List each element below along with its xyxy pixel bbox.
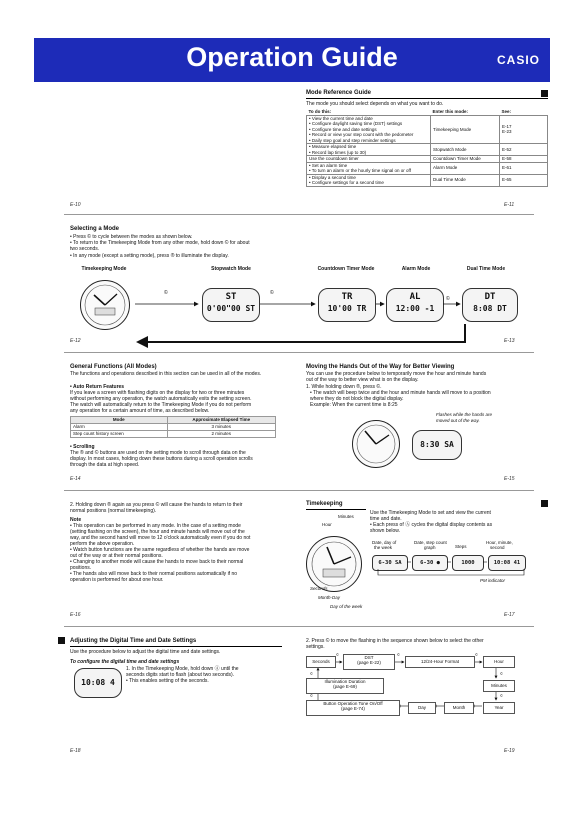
table-row bbox=[307, 144, 548, 156]
mode-reference-intro: The mode you should select depends on what you want to do. bbox=[306, 101, 444, 107]
mode-cycle-arrows bbox=[120, 290, 470, 350]
adjusting-title: Adjusting the Digital Time and Date Settings bbox=[70, 638, 197, 644]
note-line: (setting flashing on the screen), the hour and minute hands will move out of the bbox=[70, 529, 245, 535]
note-line: • Changing to another mode will cause the hands to move back to their normal bbox=[70, 559, 244, 565]
moving-step-1: 1. While holding down ®, press ©. bbox=[306, 384, 382, 390]
cell: 3 minutes bbox=[167, 424, 275, 431]
auto-return-text: without performing any operation, the watch automatically exits the setting screen. bbox=[70, 396, 252, 402]
mode-indicator: DT bbox=[484, 292, 496, 302]
cell-text: • To turn an alarm or the hourly time signal on or off bbox=[309, 168, 411, 173]
lcd-readout: 10:08 4 bbox=[81, 678, 115, 687]
cell: Alarm bbox=[71, 424, 168, 431]
cell-text: Use the countdown timer bbox=[307, 156, 431, 163]
cell-text: • Daily step goal and step reminder settings bbox=[309, 137, 396, 143]
table-row bbox=[307, 115, 548, 144]
mode-label: Timekeeping Mode bbox=[81, 266, 127, 272]
page-divider bbox=[64, 626, 534, 627]
general-intro: The functions and operations described in this section can be used in all of the modes. bbox=[70, 371, 262, 377]
watch-hands-icon bbox=[353, 421, 399, 467]
mode-indicator: ST bbox=[225, 292, 237, 302]
date-day-label: Date, day of bbox=[372, 540, 397, 545]
month-day-label: Month-Day bbox=[318, 595, 341, 600]
mode-label: Stopwatch Mode bbox=[211, 266, 251, 272]
lcd-readout: 6-30 ● bbox=[420, 560, 440, 566]
timekeeping-text: time and date. bbox=[370, 516, 402, 522]
flow-illumination bbox=[306, 678, 384, 694]
cell-text: • Measure elapsed time bbox=[309, 144, 357, 149]
moving-example: Example: When the current time is 8:25 bbox=[310, 402, 398, 408]
note-line: operation is performed for about one hour. bbox=[70, 577, 164, 583]
cell-page: E-61 bbox=[500, 162, 548, 174]
page-number: E-17 bbox=[504, 612, 515, 618]
c-button-label: © bbox=[310, 693, 313, 698]
cell-text: • Configure daylight saving time (DST) settings bbox=[309, 121, 403, 126]
cell-text: • Record or view your step count with the pedometer bbox=[309, 132, 414, 137]
flow-button-tone bbox=[306, 700, 400, 716]
cell-mode: Alarm Mode bbox=[431, 162, 500, 174]
col-header: To do this: bbox=[307, 109, 431, 115]
flow-label: Illumination Duration bbox=[324, 679, 366, 684]
seconds-label: Seconds bbox=[310, 586, 328, 591]
moving-hands-intro: out of the way to better view what is on the display. bbox=[306, 377, 419, 383]
minutes-label: Minutes bbox=[338, 514, 354, 519]
scrolling-title: • Scrolling bbox=[70, 444, 95, 450]
table-row bbox=[307, 174, 548, 186]
steps-label: Steps bbox=[455, 544, 467, 549]
scrolling-text: through the data at high speed. bbox=[70, 462, 140, 468]
pm-indicator-label: PM indicator bbox=[480, 578, 506, 583]
flow-seconds: Seconds bbox=[306, 656, 336, 668]
watch-hands-icon bbox=[307, 537, 361, 591]
selecting-bullet: • To return to the Timekeeping Mode from any other mode, hold down © for about bbox=[70, 240, 250, 246]
page-number: E-18 bbox=[70, 748, 81, 754]
cell-mode: Countdown Timer Mode bbox=[431, 156, 500, 163]
lcd-readout: 12:00 -1 bbox=[395, 304, 435, 313]
timekeeping-text: shown below. bbox=[370, 528, 401, 534]
flow-dst bbox=[343, 654, 395, 670]
page-divider bbox=[64, 352, 534, 353]
cell-text: • Record lap times (up to 30) bbox=[309, 149, 367, 155]
cell-text: • Set an alarm time bbox=[309, 162, 348, 168]
section-marker bbox=[541, 90, 548, 97]
c-button-label: © bbox=[475, 652, 478, 657]
adjusting-intro: Use the procedure below to adjust the digital time and date settings. bbox=[70, 649, 221, 655]
moving-lcd bbox=[412, 430, 462, 460]
lcd-readout: 8:30 SA bbox=[420, 440, 454, 449]
cell: 2 minutes bbox=[167, 431, 275, 438]
moving-step-1-bullet: where they do not block the digital display. bbox=[310, 396, 404, 402]
lcd-readout: 10'00 TR bbox=[327, 304, 367, 313]
brand-logo: CASIO bbox=[496, 53, 540, 67]
hour-min-label: second bbox=[490, 545, 505, 550]
mode-indicator: TR bbox=[341, 292, 353, 302]
adjusting-step: • This enables setting of the seconds. bbox=[126, 678, 209, 684]
flow-minutes: Minutes bbox=[483, 680, 515, 692]
page-number: E-11 bbox=[504, 202, 515, 208]
table-row bbox=[307, 162, 548, 174]
auto-return-table bbox=[70, 416, 276, 438]
lcd-readout: 1000 bbox=[461, 560, 475, 566]
flow-year: Year bbox=[483, 702, 515, 714]
cell-page: E-17 bbox=[502, 123, 512, 129]
selecting-bullet: • In any mode (except a setting mode), press ® to illuminate the display. bbox=[70, 253, 229, 259]
cell-text: • Display a second time bbox=[309, 174, 356, 180]
auto-return-text: If you leave a screen with flashing digits on the display for two or three minutes bbox=[70, 390, 245, 396]
c-button-label: © bbox=[164, 290, 168, 296]
adjusting-subtitle: To configure the digital time and date settings bbox=[70, 659, 180, 665]
note-title: Note bbox=[70, 517, 82, 523]
step-2-text: 2. Holding down ® again as you press © will cause the hands to return to their bbox=[70, 502, 243, 508]
adjusting-step: seconds digits start to flash (about two seconds). bbox=[126, 672, 235, 678]
col-header: Approximate Elapsed Time bbox=[167, 417, 275, 424]
step-2b-text: 2. Press © to move the flashing in the sequence shown below to select the other bbox=[306, 638, 484, 644]
step-graph-label: graph bbox=[424, 545, 436, 550]
lcd-readout: 8:08 DT bbox=[473, 304, 507, 313]
timekeeping-cycle-arrows bbox=[360, 555, 540, 585]
step-graph-label: Date, step count bbox=[414, 540, 447, 545]
page-number: E-12 bbox=[70, 338, 81, 344]
c-button-label: © bbox=[270, 290, 274, 296]
flow-month: Month bbox=[444, 702, 474, 714]
selecting-title: Selecting a Mode bbox=[70, 226, 120, 232]
page-number: E-14 bbox=[70, 476, 81, 482]
note-line: perform the above operation. bbox=[70, 541, 135, 547]
page-number: E-19 bbox=[504, 748, 515, 754]
timekeeping-text: • Each press of Ⓐ cycles the digital display contents as bbox=[370, 522, 493, 528]
adjust-lcd bbox=[74, 668, 122, 698]
flow-day: Day bbox=[408, 702, 436, 714]
flash-note: moved out of the way. bbox=[436, 418, 480, 423]
mode-label: Countdown Timer Mode bbox=[317, 266, 375, 272]
moving-hands-title: Moving the Hands Out of the Way for Better Viewing bbox=[306, 364, 455, 370]
step-2b-text: settings. bbox=[306, 644, 325, 650]
col-header: See: bbox=[500, 109, 548, 115]
hour-label: Hour bbox=[322, 522, 332, 527]
lcd-readout: 10:08 41 bbox=[493, 560, 521, 566]
note-line: • This operation can be performed in any mode. In the case of a setting mode bbox=[70, 523, 241, 529]
cell-page: E-65 bbox=[500, 174, 548, 186]
page-number: E-16 bbox=[70, 612, 81, 618]
col-header: Mode bbox=[71, 417, 168, 424]
section-rule bbox=[306, 98, 548, 99]
mode-label: Dual Time Mode bbox=[466, 266, 506, 272]
flow-label: DST bbox=[364, 655, 374, 660]
flow-ref: (page E-69) bbox=[333, 684, 357, 689]
section-marker bbox=[58, 637, 65, 644]
watch-face-illustration bbox=[306, 536, 362, 592]
timekeeping-title: Timekeeping bbox=[306, 501, 343, 507]
col-header: Enter this mode: bbox=[431, 109, 500, 115]
selecting-bullet: • Press © to cycle between the modes as shown below. bbox=[70, 234, 193, 240]
date-day-label: the week bbox=[374, 545, 393, 550]
page-number: E-10 bbox=[70, 202, 81, 208]
page-number: E-13 bbox=[504, 338, 515, 344]
hour-min-label: Hour, minute, bbox=[486, 540, 513, 545]
flow-ref: (page E-74) bbox=[341, 706, 365, 711]
scrolling-text: The ® and © buttons are used on the setting mode to scroll through data on the bbox=[70, 450, 246, 456]
cell-text: • View the current time and date bbox=[309, 115, 373, 121]
day-of-week-label: Day of the week bbox=[330, 604, 363, 609]
watch-face-illustration bbox=[352, 420, 400, 468]
cell-mode: Stopwatch Mode bbox=[431, 144, 500, 156]
flow-label: Button Operation Tone On/Off bbox=[323, 701, 383, 706]
cell-page: E-52 bbox=[500, 144, 548, 156]
dual-time-display bbox=[462, 288, 518, 322]
section-marker bbox=[541, 500, 548, 507]
section-rule bbox=[70, 646, 282, 647]
c-button-label: © bbox=[500, 693, 503, 698]
lcd-readout: 6-30 SA bbox=[378, 560, 402, 566]
cell-mode: Dual Time Mode bbox=[431, 174, 500, 186]
flow-ref: (page E-22) bbox=[357, 660, 381, 665]
auto-return-text: any operation for a certain amount of time, as described below. bbox=[70, 408, 210, 414]
page-divider bbox=[64, 490, 534, 491]
flow-hour: Hour bbox=[483, 656, 515, 668]
mode-label: Alarm Mode bbox=[401, 266, 431, 272]
cell-text: • Configure settings for a second time bbox=[309, 180, 384, 185]
scrolling-text: display. In most cases, holding down these buttons during a scroll operation scrolls bbox=[70, 456, 253, 462]
adjusting-step: 1. In the Timekeeping Mode, hold down Ⓐ until the bbox=[126, 666, 239, 672]
cell-text: • Configure time and date settings bbox=[309, 126, 377, 132]
cell: Step count history screen bbox=[71, 431, 168, 438]
note-line: • The hands also will move back to their normal positions automatically if no bbox=[70, 571, 238, 577]
note-line: way, and the second hand will move to 12 o'clock automatically even if you do not bbox=[70, 535, 251, 541]
guide-title: Operation Guide bbox=[186, 42, 398, 72]
c-button-label: © bbox=[336, 652, 339, 657]
cell-page: E-58 bbox=[500, 156, 548, 163]
cell-mode: Timekeeping Mode bbox=[431, 115, 500, 144]
c-button-label: © bbox=[310, 671, 313, 676]
title-banner bbox=[34, 38, 550, 82]
step-2-text: normal positions (normal timekeeping). bbox=[70, 508, 157, 514]
page-number: E-15 bbox=[504, 476, 515, 482]
c-button-label: © bbox=[446, 296, 450, 302]
auto-return-text: The watch will automatically return to the Timekeeping Mode if you do not perform bbox=[70, 402, 252, 408]
flash-note: Flashes while the hands are bbox=[436, 412, 493, 417]
mode-reference-title: Mode Reference Guide bbox=[306, 90, 372, 96]
mode-indicator: AL bbox=[409, 292, 421, 302]
general-title: General Functions (All Modes) bbox=[70, 364, 157, 370]
section-rule bbox=[306, 509, 366, 510]
c-button-label: © bbox=[397, 652, 400, 657]
flow-12-24-format: 12/24-Hour Format bbox=[405, 656, 475, 668]
auto-return-title: • Auto Return Features bbox=[70, 384, 125, 390]
c-button-label: © bbox=[500, 671, 503, 676]
moving-step-1-bullet: • The watch will beep twice and the hour and minute hands will move to a position bbox=[310, 390, 491, 396]
selecting-bullet: two seconds. bbox=[70, 246, 100, 252]
note-line: positions. bbox=[70, 565, 92, 571]
note-line: • Watch button functions are the same regardless of whether the hands are move bbox=[70, 547, 250, 553]
mode-reference-table bbox=[306, 109, 548, 187]
lcd-readout: 0'00"00 ST bbox=[206, 304, 256, 313]
table-row bbox=[71, 431, 276, 438]
page-divider bbox=[64, 214, 534, 215]
cell-page: E-23 bbox=[502, 129, 512, 135]
table-row bbox=[71, 424, 276, 431]
timekeeping-text: Use the Timekeeping Mode to set and view the current bbox=[370, 510, 491, 516]
note-line: out of the way or at their normal positions. bbox=[70, 553, 163, 559]
moving-hands-intro: You can use the procedure below to temporarily move the hour and minute hands bbox=[306, 371, 487, 377]
